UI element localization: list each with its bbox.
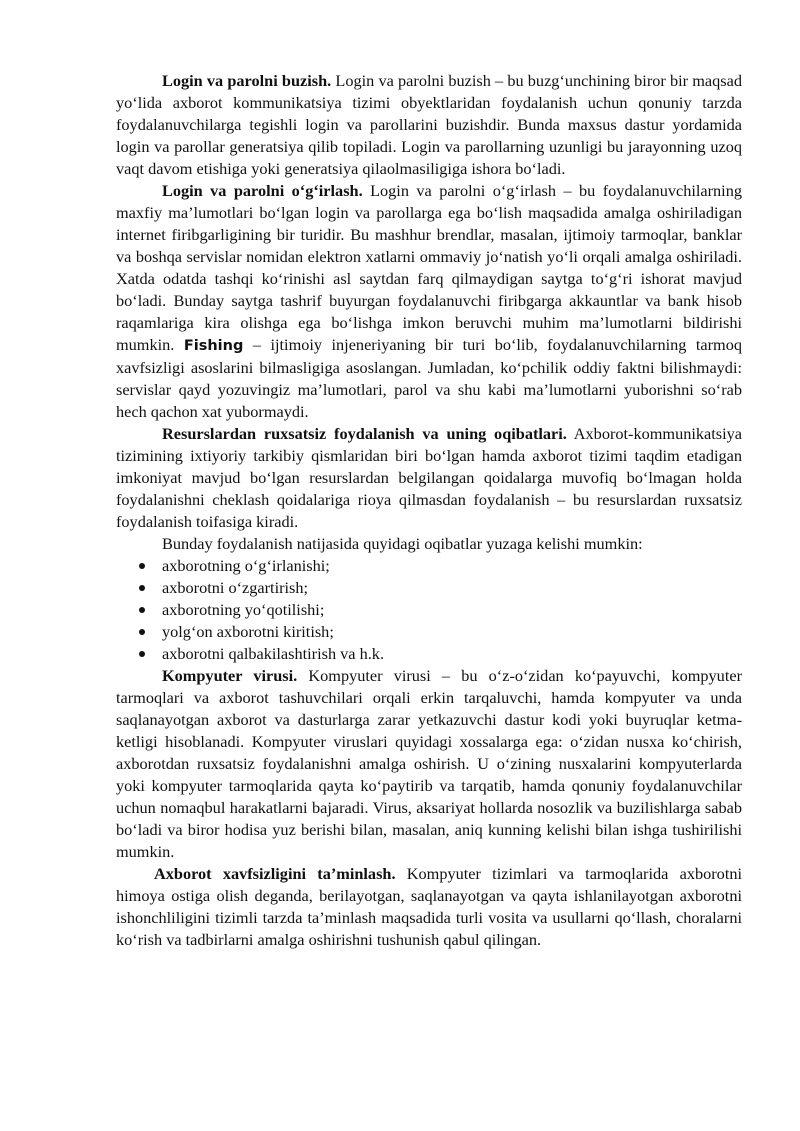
bullet-icon (139, 651, 145, 657)
paragraph-login-buzish (116, 70, 742, 180)
paragraph-virus (116, 665, 742, 863)
list-item-text: yolg‘on axborotni kiritish; (162, 622, 334, 641)
bullet-icon (139, 607, 145, 613)
paragraph-text: Kompyuter virusi – bu o‘z-o‘zidan ko‘payuvchi, kompyuter tarmoqlari va axborot tashuvchilari orqali erkin tarqaluvchi, hamda kompyuter va unda saqlanayotgan axborot va dasturlarga zarar yetkazuvchi dastur kodi yoki buyruqlar ketma-ketligi hisoblanadi. Kompyuter viruslari quyidagi xossalarga ega: o‘zidan nusxa ko‘chirish, axborotdan ruxsatsiz foydalanishni amalga oshirish. U o‘zining nusxalarini kompyuterlarda yoki kompyuter tarmoqlarida qayta ko‘paytirib va tarqatib, hamda qonuniy foydalanuvchilar uchun nomaqbul harakatlarni bajaradi. Virus, aksariyat hollarda nosozlik va buzilishlarga sabab bo‘ladi va biror hodisa yuz berishi bilan, masalan, aniq kunning kelishi bilan ishga tushirilishi mumkin. (116, 666, 742, 861)
list-item-text: axborotni qalbakilashtirish va h.k. (162, 644, 385, 663)
list-item (116, 643, 742, 665)
paragraph-resurslar (116, 423, 742, 533)
paragraph-login-ogirlash (116, 180, 742, 423)
paragraph-heading: Resurslardan ruxsatsiz foydalanish va uning oqibatlari. (162, 424, 567, 443)
bullet-icon (139, 563, 145, 569)
list-item-text: axborotning o‘g‘irlanishi; (162, 556, 330, 575)
paragraph-text: Kompyuter tizimlari va tarmoqlarida axborotni himoya ostiga olish deganda, berilayotgan, saqlanayotgan va qayta ishlanilayotgan axborotni ishonchliligini tizimli tarzda ta’minlash maqsadida turli vosita va usullarni qo‘llash, choralarni ko‘rish va tadbirlarni amalga oshirishni tushunish qabul qilingan. (116, 864, 743, 949)
list-item (116, 577, 742, 599)
consequences-list (116, 555, 742, 665)
paragraph-heading: Kompyuter virusi. (162, 666, 298, 685)
paragraph-xavfsizlik (116, 863, 742, 951)
paragraph-text: Login va parolni buzish – bu buzg‘unchining biror bir maqsad yo‘lida axborot kommunikatsiya tizimi obyektlaridan foydalanish uchun qonuniy tarzda foydalanuvchilarga tegishli login va parollarini buzishdir. Bunda maxsus dastur yordamida login va parollar generatsiya qilib topiladi. Login va parollarning uzunligi bu jarayonning uzoq vaqt davom etishiga yoki generatsiya qilaolmasiligiga ishora bo‘ladi. (116, 71, 742, 178)
bullet-icon (139, 629, 145, 635)
paragraph-text: – ijtimoiy injeneriyaning bir turi bo‘lib, foydalanuvchilarning tarmoq xavfsizligi asoslarini bilmasligiga asoslangan. Jumladan, ko‘pchilik oddiy faktni bilishmaydi: servislar qayd yozuvingiz ma’lumotlari, parol va shu kabi ma’lumotlarni yuborishni so‘rab hech qachon xat yubormaydi. (116, 335, 743, 421)
list-item (116, 555, 742, 577)
list-item (116, 621, 742, 643)
paragraph-text: Axborot-kommunikatsiya tizimining ixtiyoriy tarkibiy qismlaridan biri bo‘lgan hamda axborot tizimi taqdim etadigan imkoniyat mavjud bo‘lgan resurslardan belgilangan qoidalarga muvofiq bo‘lmagan holda foydalanishni cheklash qoidalariga rioya qilmasdan foydalanish – bu resurslardan ruxsatsiz foydalanish toifasiga kiradi. (116, 424, 742, 531)
document-page (116, 70, 742, 951)
paragraph-heading: Login va parolni o‘g‘irlash. (162, 181, 363, 200)
list-item-text: axborotning yo‘qotilishi; (162, 600, 325, 619)
paragraph-heading: Login va parolni buzish. (162, 71, 332, 90)
fishing-term: Fishing (183, 338, 244, 354)
paragraph-text: Login va parolni o‘g‘irlash – bu foydalanuvchilarning maxfiy ma’lumotlari bo‘lgan login va parollarga ega bo‘lish maqsadida amalga oshiriladigan internet firibgarligining bir turidir. Bu mashhur brendlar, masalan, ijtimoiy tarmoqlar, banklar va boshqa servislar nomidan elektron xatlarni ommaviy jo‘natish yo‘li orqali amalga oshiriladi. Xatda odatda tashqi ko‘rinishi asl saytdan farq qilmaydigan saytga to‘g‘ri ishorat mavjud bo‘ladi. Bunday saytga tashrif buyurgan foydalanuvchi firibgarga akkauntlar va bank hisob raqamlariga kira olishga ega bo‘lishga imkon beruvchi muhim ma’lumotlarni bildirishi mumkin. (116, 181, 742, 354)
paragraph-oqibatlar-intro: Bunday foydalanish natijasida quyidagi oqibatlar yuzaga kelishi mumkin: (162, 534, 643, 553)
paragraph-heading: Axborot xavfsizligini ta’minlash. (154, 864, 396, 883)
bullet-icon (139, 585, 145, 591)
list-item-text: axborotni o‘zgartirish; (162, 578, 309, 597)
list-item (116, 599, 742, 621)
